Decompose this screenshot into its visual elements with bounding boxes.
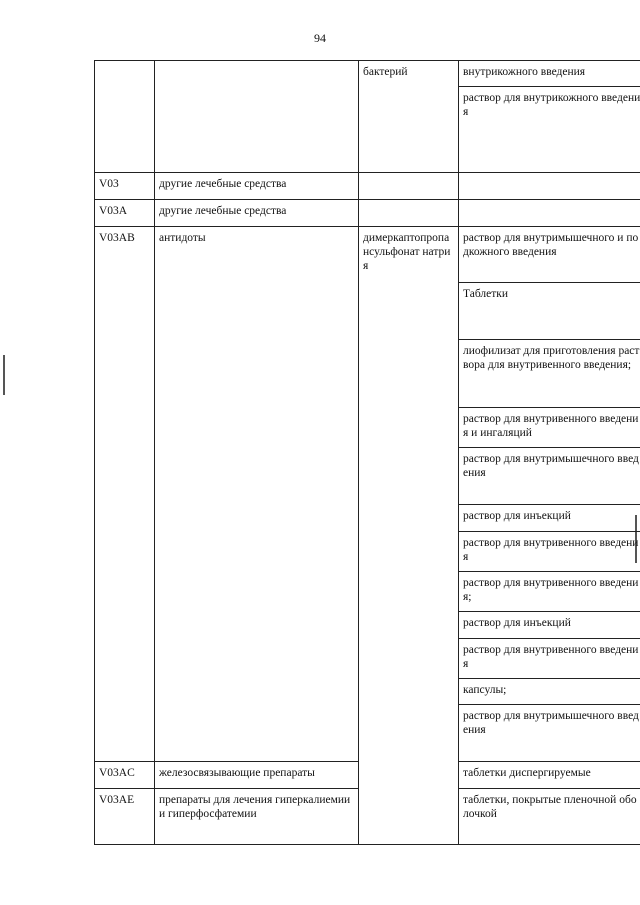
dosage-form-cell: раствор для внутримышечного и подкожного введения (459, 227, 640, 283)
substance-cell: димеркаптопропансульфонат натрия (359, 227, 459, 845)
atc-code-cell: V03 (95, 173, 155, 200)
dosage-form-cell: раствор для внутривенного введения (459, 639, 640, 679)
dosage-form-cell: раствор для внутривенного введения; (459, 572, 640, 612)
substance-cell: бактерий (359, 61, 459, 173)
group-name-cell (155, 61, 359, 173)
dosage-form-cell (459, 173, 640, 200)
atc-code-cell (95, 61, 155, 173)
substance-cell (359, 173, 459, 200)
dosage-form-cell: таблетки, покрытые пленочной оболочкой (459, 789, 640, 845)
dosage-form-cell: внутрикожного введения (459, 61, 640, 87)
dosage-form-cell: раствор для внутримышечного введения (459, 448, 640, 505)
dosage-form-cell: раствор для внутрикожного введения (459, 87, 640, 173)
group-name-cell: другие лечебные средства (155, 173, 359, 200)
dosage-form-cell: таблетки диспергируемые (459, 762, 640, 789)
dosage-form-cell: раствор для внутримышечного введения (459, 705, 640, 762)
dosage-form-cell: лиофилизат для приготовления раствора для внутривенного введения; (459, 340, 640, 408)
atc-code-cell: V03A (95, 200, 155, 227)
group-name-cell: антидоты (155, 227, 359, 762)
drug-classification-table (94, 60, 640, 845)
page-number: 94 (314, 31, 326, 45)
dosage-form-cell: раствор для инъекций (459, 612, 640, 639)
dosage-form-cell: раствор для внутривенного введения и ингаляций (459, 408, 640, 448)
group-name-cell: другие лечебные средства (155, 200, 359, 227)
table-row (95, 173, 640, 200)
table-row (95, 200, 640, 227)
table-row (95, 61, 640, 87)
dosage-form-cell: капсулы; (459, 679, 640, 705)
scan-margin-mark (3, 355, 5, 395)
dosage-form-cell (459, 200, 640, 227)
atc-code-cell: V03AC (95, 762, 155, 789)
table-row (95, 227, 640, 283)
group-name-cell: железосвязывающие препараты (155, 762, 359, 789)
dosage-form-cell: раствор для внутривенного введения (459, 532, 640, 572)
group-name-cell: препараты для лечения гиперкалиемии и гиперфосфатемии (155, 789, 359, 845)
atc-code-cell: V03AE (95, 789, 155, 845)
dosage-form-cell: Таблетки (459, 283, 640, 340)
substance-cell (359, 200, 459, 227)
dosage-form-cell: раствор для инъекций (459, 505, 640, 532)
atc-code-cell: V03AB (95, 227, 155, 762)
